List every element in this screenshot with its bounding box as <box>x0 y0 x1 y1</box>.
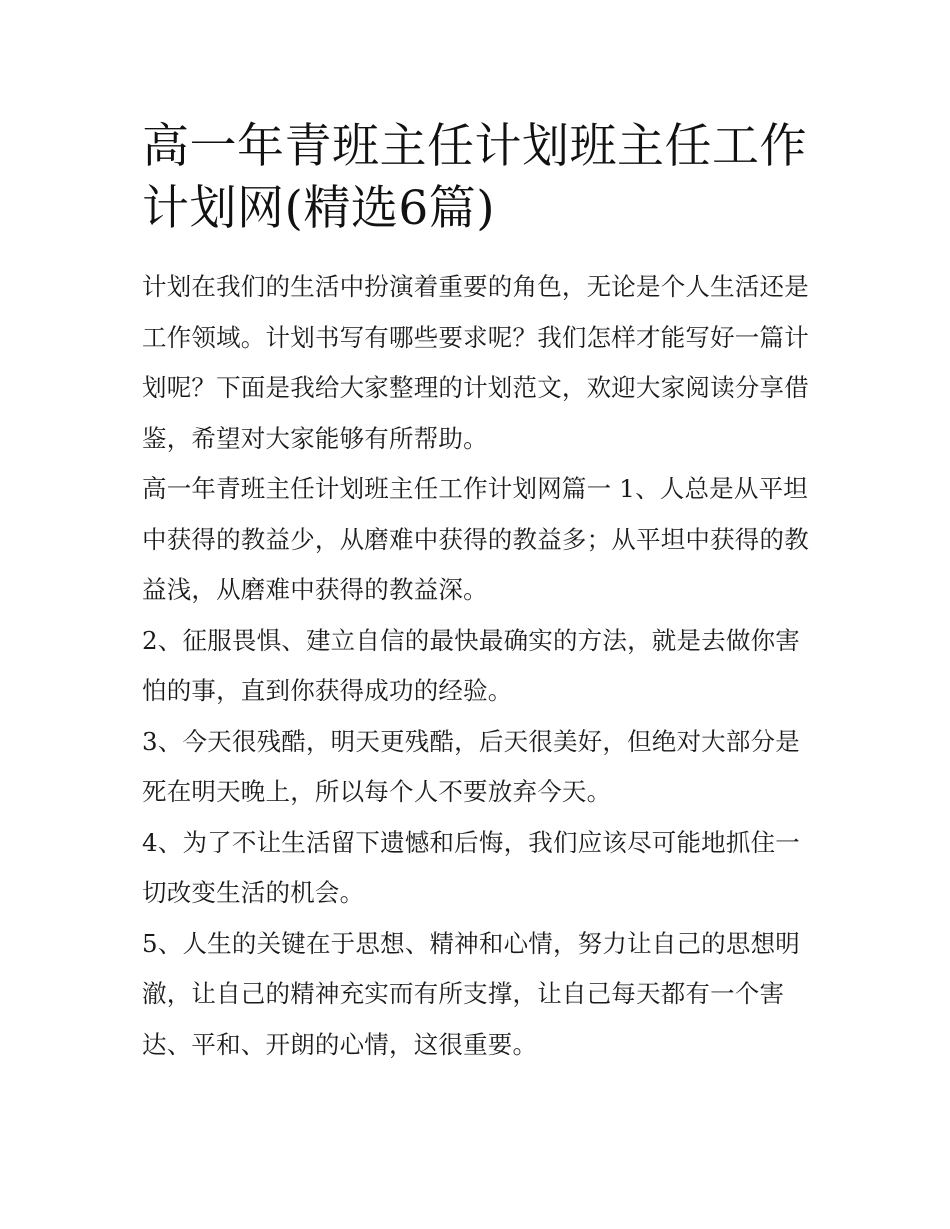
section-one-paragraph: 高一年青班主任计划班主任工作计划网篇一 1、人总是从平坦中获得的教益少，从磨难中获得的教益多；从平坦中获得的教益浅，从磨难中获得的教益深。 <box>142 474 809 604</box>
document-content <box>142 116 817 1070</box>
item-2-paragraph: 2、征服畏惧、建立自信的最快最确实的方法，就是去做你害怕的事，直到你获得成功的经验。 <box>142 625 800 705</box>
document-body <box>142 262 817 1070</box>
item-4-paragraph: 4、为了不让生活留下遗憾和后悔，我们应该尽可能地抓住一切改变生活的机会。 <box>142 827 800 907</box>
intro-paragraph: 计划在我们的生活中扮演着重要的角色，无论是个人生活还是工作领域。计划书写有哪些要求呢？我们怎样才能写好一篇计划呢？下面是我给大家整理的计划范文，欢迎大家阅读分享借鉴，希望对大家能够有所帮助。 <box>142 272 809 453</box>
item-5-paragraph: 5、人生的关键在于思想、精神和心情，努力让自己的思想明澈，让自己的精神充实而有所支撑，让自己每天都有一个害达、平和、开朗的心情，这很重要。 <box>142 928 800 1059</box>
item-3-paragraph: 3、今天很残酷，明天更残酷，后天很美好，但绝对大部分是死在明天晚上，所以每个人不要放弃今天。 <box>142 726 800 806</box>
document-title: 高一年青班主任计划班主任工作计划网(精选6篇) <box>142 119 807 236</box>
